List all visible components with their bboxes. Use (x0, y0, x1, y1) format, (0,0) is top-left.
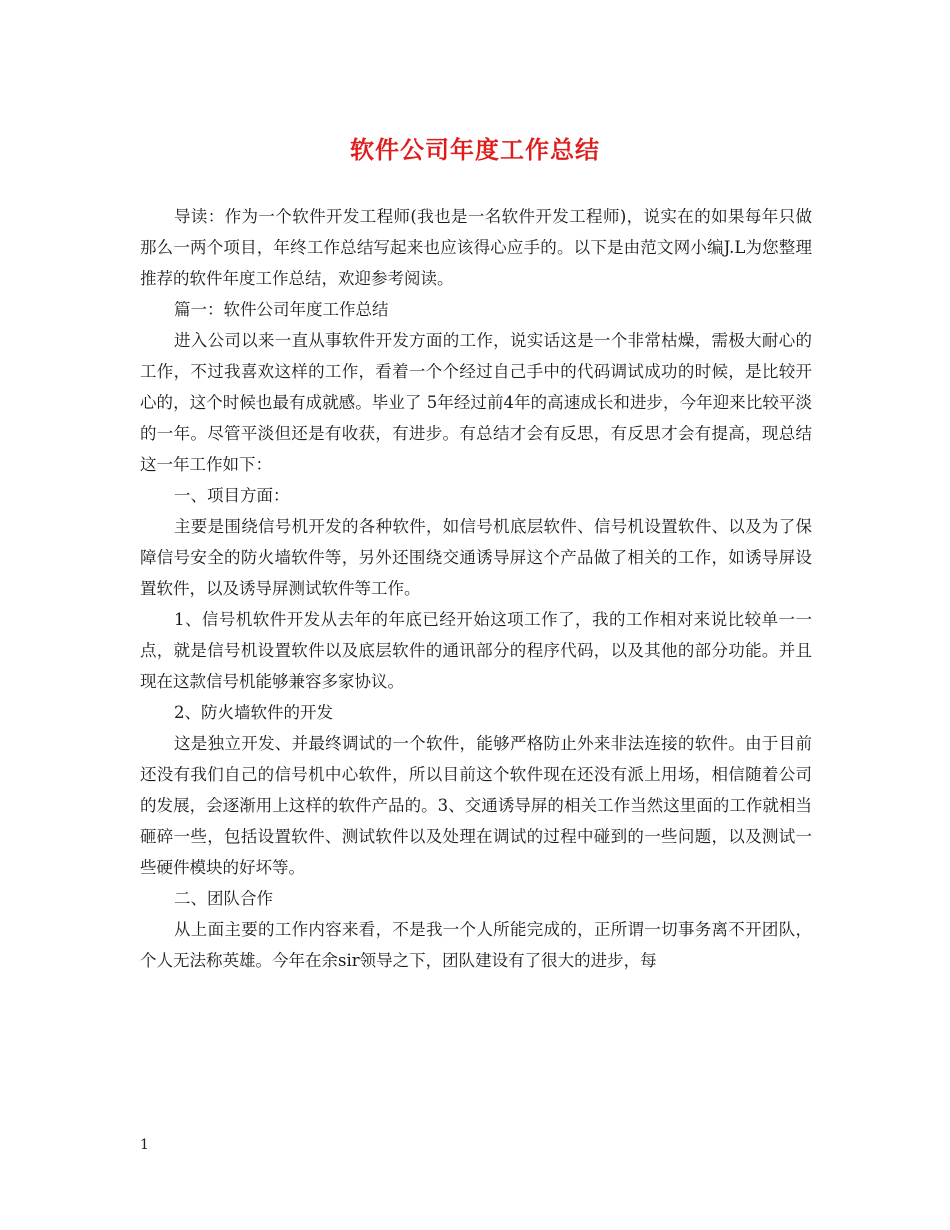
document-body (140, 201, 812, 976)
paragraph-heading-teamwork: 二、团队合作 (174, 889, 273, 908)
paragraph-projects: 主要是围绕信号机开发的各种软件，如信号机底层软件、信号机设置软件、以及为了保障信号安全的防火墙软件等，另外还围绕交通诱导屏这个产品做了相关的工作，如诱导屏设置软件，以及诱导屏测试软件等工作。 (140, 517, 812, 598)
paragraph-overview: 进入公司以来一直从事软件开发方面的工作，说实话这是一个非常枯燥，需极大耐心的工作，不过我喜欢这样的工作，看着一个个经过自己手中的代码调试成功的时候，是比较开心的，这个时候也最有成就感。毕业了 5年经过前4年的高速成长和进步，今年迎来比较平淡的一年。尽管平淡但还是有收获，有进步。有总结才会有反思，有反思才会有提高，现总结这一年工作如下： (140, 331, 812, 474)
paragraph-item-2-heading: 2、防火墙软件的开发 (174, 703, 333, 722)
page-number: 1 (140, 1137, 149, 1153)
paragraph-section-heading: 篇一：软件公司年度工作总结 (174, 300, 389, 319)
paragraph-teamwork: 从上面主要的工作内容来看，不是我一个人所能完成的，正所谓一切事务离不开团队，个人无法称英雄。今年在余sir领导之下，团队建设有了很大的进步，每 (140, 920, 812, 970)
paragraph-item-2: 这是独立开发、并最终调试的一个软件，能够严格防止外来非法连接的软件。由于目前还没有我们自己的信号机中心软件，所以目前这个软件现在还没有派上用场，相信随着公司的发展，会逐渐用上这样的软件产品的。3、交通诱导屏的相关工作当然这里面的工作就相当砸碎一些，包括设置软件、测试软件以及处理在调试的过程中碰到的一些问题，以及测试一些硬件模块的好坏等。 (140, 734, 812, 877)
document-title: 软件公司年度工作总结 (350, 136, 600, 164)
paragraph-intro: 导读：作为一个软件开发工程师(我也是一名软件开发工程师)，说实在的如果每年只做那么一两个项目，年终工作总结写起来也应该得心应手的。以下是由范文网小编J.L为您整理推荐的软件年度工作总结，欢迎参考阅读。 (140, 207, 812, 288)
paragraph-heading-projects: 一、项目方面： (174, 486, 290, 505)
paragraph-item-1: 1、信号机软件开发从去年的年底已经开始这项工作了，我的工作相对来说比较单一一点，就是信号机设置软件以及底层软件的通讯部分的程序代码，以及其他的部分功能。并且现在这款信号机能够兼容多家协议。 (140, 610, 812, 691)
